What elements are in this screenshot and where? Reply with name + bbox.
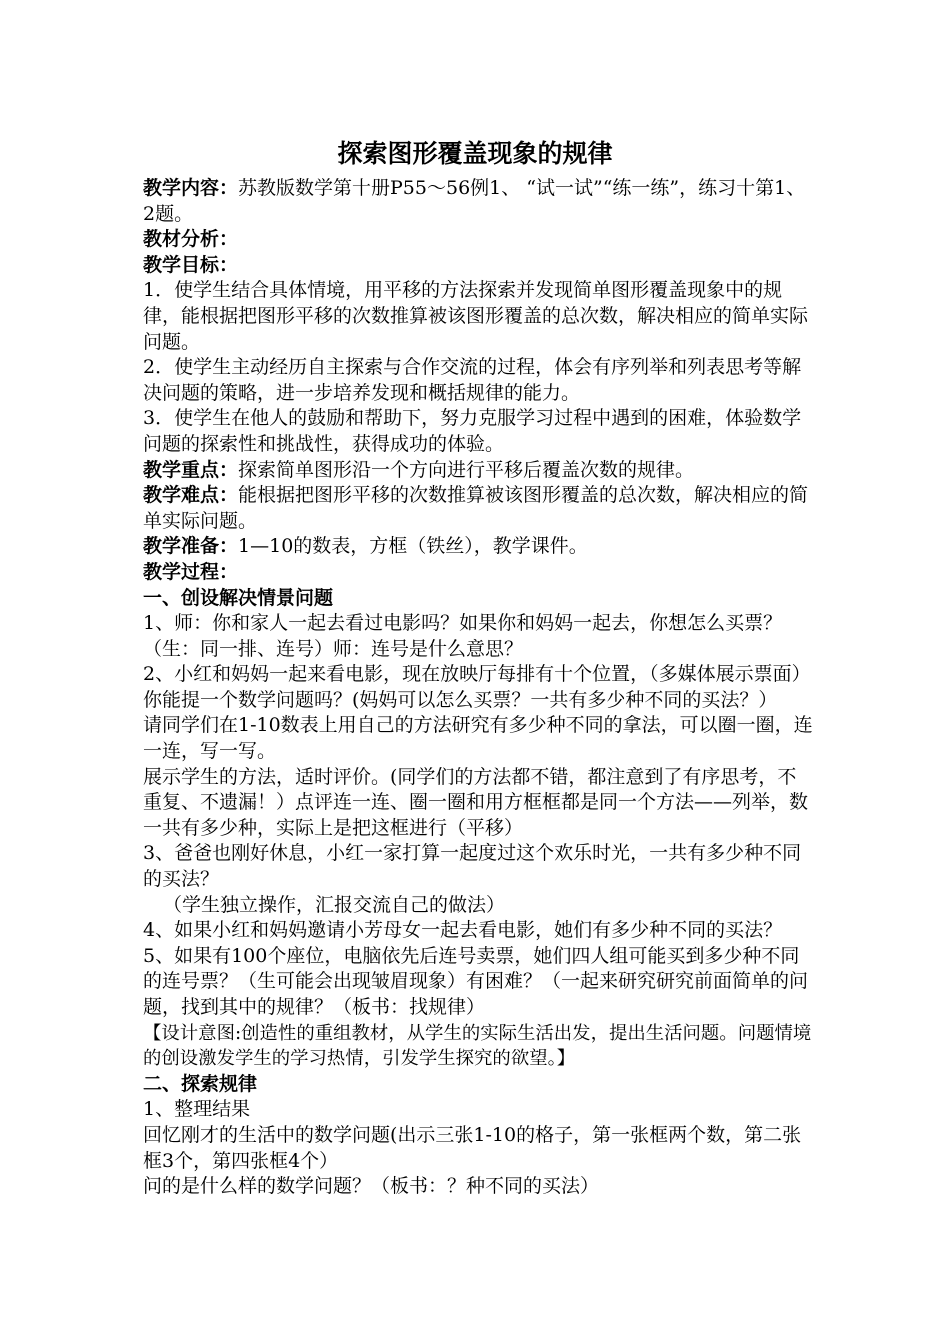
section2-heading: 二、探索规律 bbox=[143, 1072, 258, 1095]
goal-item-2: 2．使学生主动经历自主探索与合作交流的过程，体会有序列举和列表思考等解决问题的策略，进一步培养发现和概括规律的能力。 bbox=[143, 356, 802, 404]
section2-paragraph: 回忆刚才的生活中的数学问题(出示三张1-10的格子，第一张框两个数，第二张框3个，第四张框4个） bbox=[143, 1123, 802, 1172]
material-analysis-label: 教材分析： bbox=[143, 228, 239, 251]
difficulty-text: 能根据把图形平移的次数推算被该图形覆盖的总次数，解决相应的简单实际问题。 bbox=[143, 484, 809, 532]
section1-paragraph: 展示学生的方法，适时评价。(同学们的方法都不错，都注意到了有序思考，不重复、不遗漏！）点评连一连、圈一圈和用方框框都是同一个方法——列举，数一共有多少种，实际上是把这框进行（平移） bbox=[143, 765, 809, 839]
section1-paragraph: 请同学们在1-10数表上用自己的方法研究有多少种不同的拿法，可以圈一圈，连一连，写一写。 bbox=[143, 714, 813, 763]
preparation-text: 1—10的数表，方框（铁丝），教学课件。 bbox=[238, 535, 588, 558]
teaching-process-label: 教学过程： bbox=[143, 560, 239, 583]
difficulty-label: 教学难点： bbox=[143, 484, 239, 507]
teaching-key-point bbox=[143, 458, 815, 484]
teaching-content-label: 教学内容： bbox=[143, 177, 239, 199]
section1-paragraph: 5、如果有100个座位，电脑依先后连号卖票，她们四人组可能买到多少种不同的连号票？（生可能会出现皱眉现象）有困难？（一起来研究研究前面简单的问题，找到其中的规律？（板书：找规律） bbox=[143, 944, 809, 1018]
document-title: 探索图形覆盖现象的规律 bbox=[337, 139, 613, 168]
goal-item-3: 3．使学生在他人的鼓励和帮助下，努力克服学习过程中遇到的困难，体验数学问题的探索性和挑战性，获得成功的体验。 bbox=[143, 407, 802, 455]
teaching-content bbox=[143, 176, 815, 227]
document-body bbox=[143, 176, 815, 1200]
teaching-difficulty bbox=[143, 483, 815, 534]
section1-paragraph: 3、爸爸也刚好休息，小红一家打算一起度过这个欢乐时光，一共有多少种不同的买法？ bbox=[143, 842, 802, 891]
section1-heading: 一、创设解决情景问题 bbox=[143, 586, 334, 609]
section2-paragraph: 1、整理结果 bbox=[143, 1098, 251, 1121]
teaching-goals-label: 教学目标： bbox=[143, 253, 239, 276]
section1-paragraph: 4、如果小红和妈妈邀请小芳母女一起去看电影，她们有多少种不同的买法？ bbox=[143, 919, 783, 942]
section1-indented-note: （学生独立操作，汇报交流自己的做法） bbox=[163, 893, 506, 916]
key-point-label: 教学重点： bbox=[143, 458, 239, 481]
teaching-preparation bbox=[143, 534, 815, 560]
goal-item-1: 1．使学生结合具体情境，用平移的方法探索并发现简单图形覆盖现象中的规律，能根据把图形平移的次数推算被该图形覆盖的总次数，解决相应的简单实际问题。 bbox=[143, 279, 809, 353]
section1-paragraph: 2、小红和妈妈一起来看电影，现在放映厅每排有十个位置，（多媒体展示票面）你能提一个数学问题吗？(妈妈可以怎么买票？一共有多少种不同的买法？） bbox=[143, 663, 811, 711]
preparation-label: 教学准备： bbox=[143, 535, 239, 558]
teaching-content-text: 苏教版数学第十册P55～56例1、 “试一试”“练一练”，练习十第1、2题。 bbox=[143, 177, 806, 225]
key-point-text: 探索简单图形沿一个方向进行平移后覆盖次数的规律。 bbox=[238, 458, 695, 481]
section2-paragraph: 问的是什么样的数学问题？（板书：？种不同的买法） bbox=[143, 1175, 600, 1198]
section1-paragraph: 1、师：你和家人一起去看过电影吗？如果你和妈妈一起去，你想怎么买票？（生：同一排、连号）师：连号是什么意思？ bbox=[143, 612, 783, 660]
design-intent-note: 【设计意图:创造性的重组教材，从学生的实际生活出发，提出生活问题。问题情境的创设激发学生的学习热情，引发学生探究的欲望。】 bbox=[143, 1022, 812, 1070]
